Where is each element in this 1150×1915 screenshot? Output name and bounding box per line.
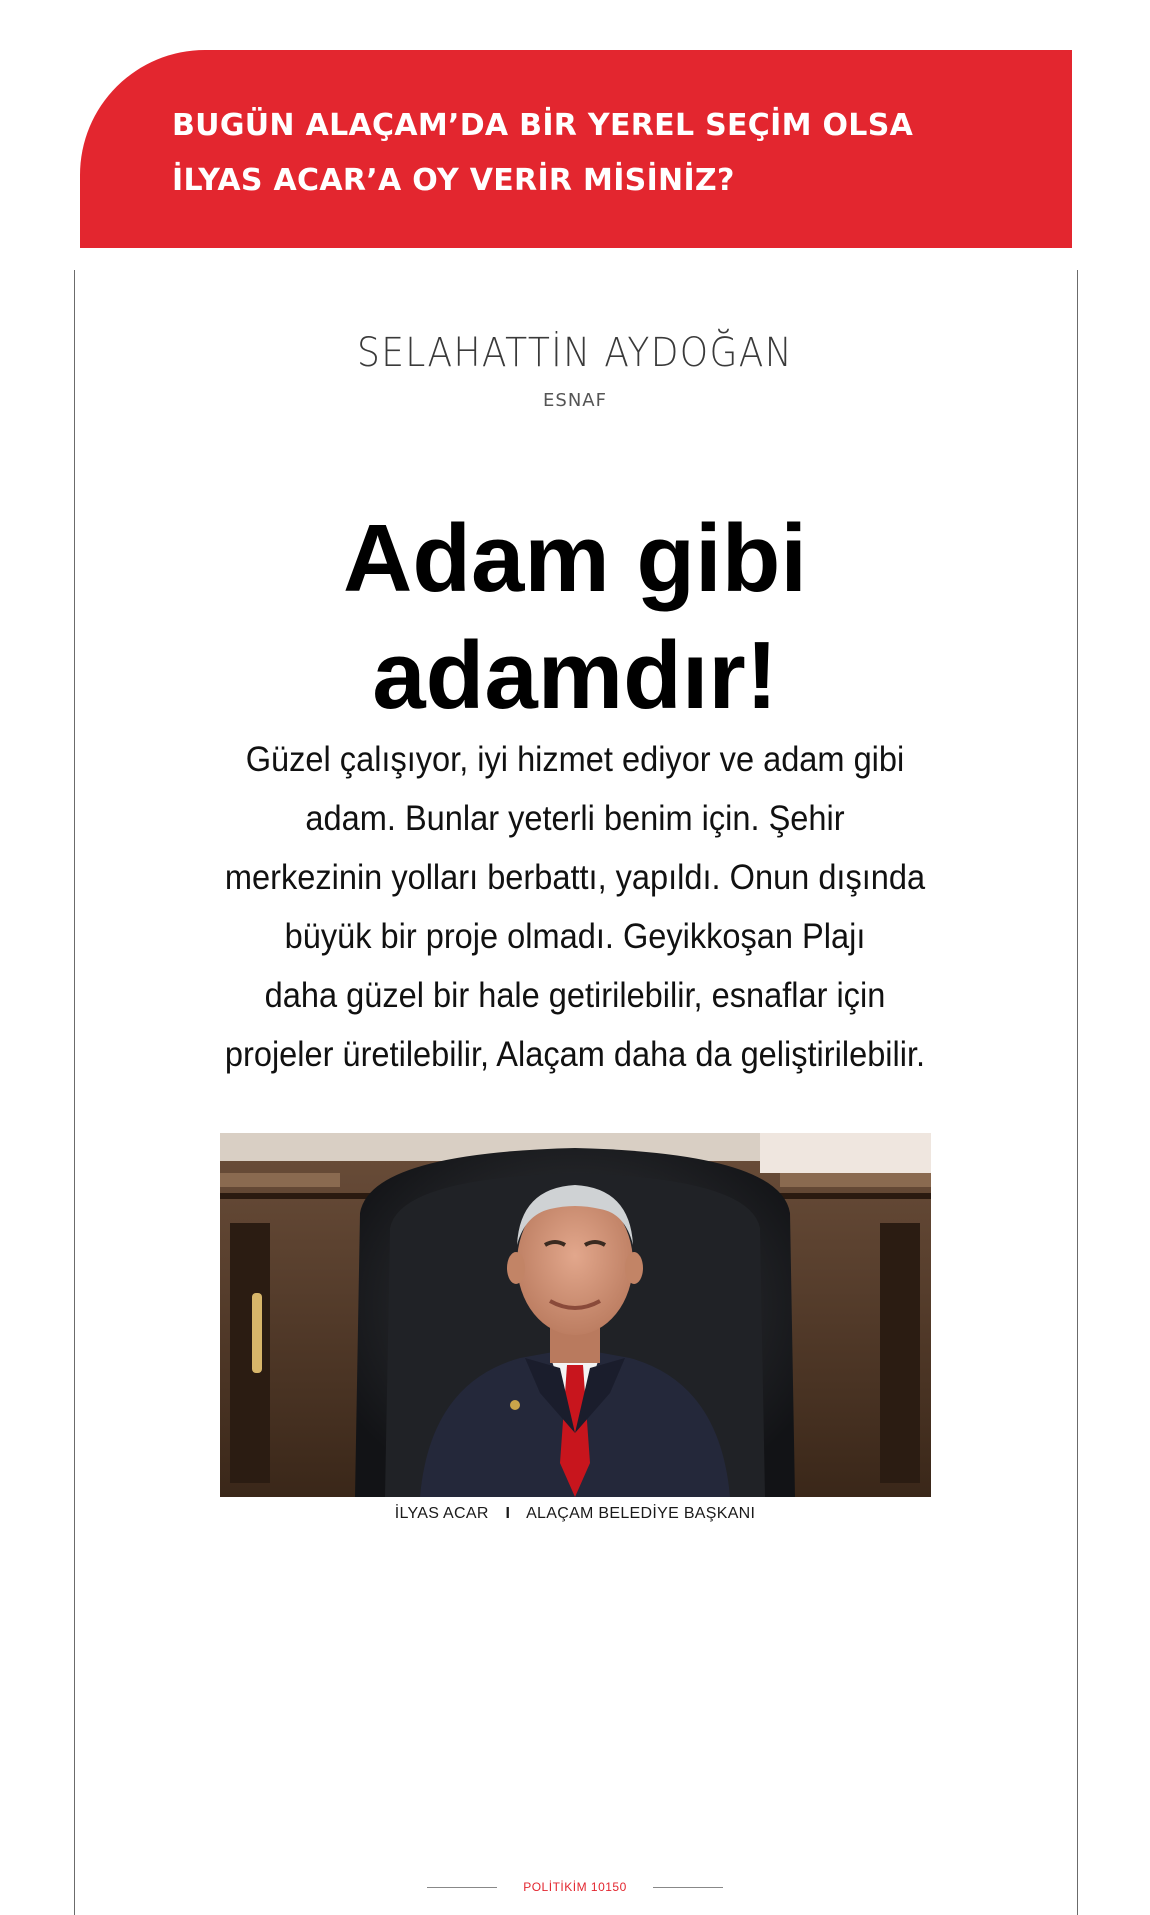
banner-question-line-1: BUGÜN ALAÇAM’DA BİR YEREL SEÇİM OLSA [172,108,914,143]
quote-body [198,730,951,1084]
footer-text: POLİTİKİM 10150 [523,1880,627,1894]
quote-line: daha güzel bir hale getirilebilir, esnaflar için [264,976,886,1015]
headline-line-2: adamdır! [372,622,778,729]
mayor-photo [220,1133,931,1497]
headline-line-1: Adam gibi [342,505,807,612]
mayor-portrait-illustration [220,1133,931,1497]
question-banner [80,50,1072,248]
page-footer [0,1880,1150,1894]
quote-line: Güzel çalışıyor, iyi hizmet ediyor ve adam gibi [245,740,905,779]
quote-line: projeler üretilebilir, Alaçam daha da geliştirilebilir. [224,1035,926,1074]
caption-separator: I [505,1505,511,1522]
headline [0,500,1150,734]
caption-name: İLYAS ACAR [394,1505,489,1522]
quote-line: büyük bir proje olmadı. Geyikkoşan Plajı [284,917,866,956]
photo-caption [0,1505,1150,1523]
author-name: SELAHATTİN AYDOĞAN [357,330,793,376]
quote-line: adam. Bunlar yeterli benim için. Şehir [305,799,845,838]
caption-title: ALAÇAM BELEDİYE BAŞKANI [526,1505,756,1522]
footer-rule-right [653,1887,723,1888]
banner-question-line-2: İLYAS ACAR’A OY VERİR MİSİNİZ? [172,163,735,198]
footer-rule-left [427,1887,497,1888]
quote-line: merkezinin yolları berbattı, yapıldı. Onun dışında [224,858,926,897]
author-role: ESNAF [543,390,607,411]
